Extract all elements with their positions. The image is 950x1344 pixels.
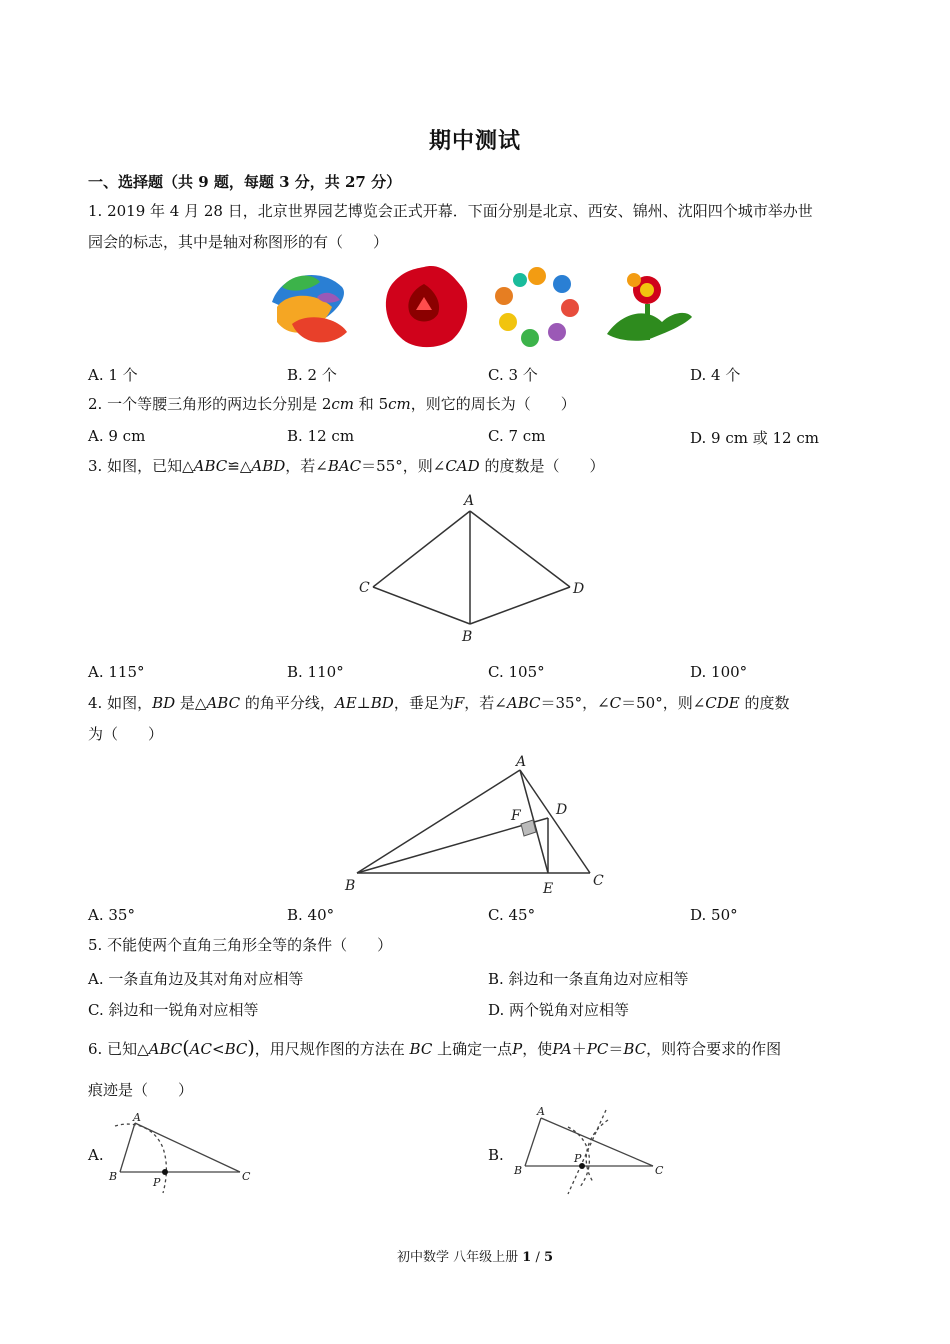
- q3-text-b: ≌△: [227, 457, 252, 475]
- q6-figure-a: [105, 1108, 265, 1198]
- q4-label-a: A: [516, 754, 527, 770]
- q6a-label-a: A: [133, 1111, 141, 1124]
- q6b-label-p: P: [574, 1152, 582, 1165]
- q2-option-a[interactable]: A. 9 cm: [88, 427, 146, 445]
- q3-line-cb: [373, 587, 470, 624]
- q6-bc3: BC: [623, 1040, 647, 1058]
- q3-tri-2: ABD: [251, 457, 286, 475]
- q4-text-b: 是△: [175, 694, 207, 712]
- q4-option-a[interactable]: A. 35°: [88, 906, 135, 924]
- q3-line-ad: [470, 511, 570, 587]
- q6-text-a: 6. 已知△: [88, 1040, 149, 1058]
- q3-tri-1: ABC: [193, 457, 228, 475]
- q4-ae: AE: [334, 694, 357, 712]
- q3-line-db: [470, 587, 570, 624]
- q6-text-c: 上确定一点: [432, 1040, 513, 1058]
- question-4: [88, 688, 868, 750]
- q6b-label-c: C: [655, 1164, 664, 1177]
- q6-eq: ＝: [608, 1040, 624, 1058]
- q6-plus: ＋: [571, 1040, 587, 1058]
- q6a-label-p: P: [153, 1176, 161, 1189]
- q6b-label-a: A: [537, 1105, 545, 1118]
- q6-line2: 痕迹是（ ）: [88, 1081, 194, 1099]
- q1-line2: 园会的标志，其中是轴对称图形的有（ ）: [88, 233, 389, 251]
- q6-option-b[interactable]: B.: [488, 1146, 504, 1164]
- q3-option-b[interactable]: B. 110°: [287, 663, 344, 681]
- q3-label-c: C: [359, 580, 370, 596]
- q3-text-c: ，若∠: [285, 457, 328, 475]
- q3-figure: [350, 488, 600, 648]
- question-3: [88, 451, 868, 482]
- q6-ac: AC: [189, 1040, 212, 1058]
- q4-text-e: ，若∠: [464, 694, 507, 712]
- xian-logo: [386, 266, 467, 347]
- q3-text-a: 3. 如图，已知△: [88, 457, 194, 475]
- q1-option-c[interactable]: C. 3 个: [488, 366, 538, 384]
- q5-option-b[interactable]: B. 斜边和一条直角边对应相等: [488, 970, 689, 988]
- q2-option-d[interactable]: D. 9 cm 或 12 cm: [690, 429, 819, 447]
- q4-option-d[interactable]: D. 50°: [690, 906, 738, 924]
- q4-text-g: ＝35°，∠: [540, 694, 610, 712]
- q4-option-b[interactable]: B. 40°: [287, 906, 335, 924]
- q4-bd2: BD: [370, 694, 394, 712]
- q2-text-pre: 2. 一个等腰三角形的两边长分别是 2: [88, 395, 332, 413]
- q2-option-b[interactable]: B. 12 cm: [287, 427, 355, 445]
- q4-line-ae: [520, 770, 548, 873]
- q6-lt: <: [211, 1040, 225, 1058]
- footer-separator: /: [535, 1250, 540, 1265]
- footer-subject: 初中数学 八年级上册: [396, 1250, 519, 1265]
- q5-option-a[interactable]: A. 一条直角边及其对角对应相等: [88, 970, 304, 988]
- q4-line-bd: [357, 818, 548, 873]
- q6-paren-l: (: [182, 1037, 190, 1059]
- q3-angle-2: CAD: [445, 457, 480, 475]
- q6-p: P: [512, 1040, 523, 1058]
- q4-abc: ABC: [206, 694, 241, 712]
- q4-label-c: C: [593, 873, 604, 889]
- q6b-label-b: B: [514, 1164, 523, 1177]
- q4-line2: 为（ ）: [88, 725, 164, 743]
- q3-angle-1: BAC: [327, 457, 362, 475]
- q6-bc2: BC: [409, 1040, 433, 1058]
- page-footer: [0, 1246, 950, 1265]
- q4-line1: [88, 688, 868, 719]
- q4-text-h: ＝50°，则∠: [621, 694, 706, 712]
- q6-line1: [88, 1033, 868, 1065]
- q6-text-e: ，则符合要求的作图: [646, 1040, 782, 1058]
- q3-line-ac: [373, 511, 470, 587]
- q6-option-a[interactable]: A.: [88, 1146, 104, 1164]
- q1-line1: 1. 2019 年 4 月 28 日，北京世界园艺博览会正式开幕．下面分别是北京、西安、锦州、沈阳四个城市举办世: [88, 202, 813, 220]
- q3-option-d[interactable]: D. 100°: [690, 663, 748, 681]
- q3-text-e: 的度数是（ ）: [479, 457, 605, 475]
- q4-abc2: ABC: [506, 694, 541, 712]
- q6-bc: BC: [224, 1040, 248, 1058]
- q6-abc: ABC: [148, 1040, 183, 1058]
- q4-text-a: 4. 如图，: [88, 694, 153, 712]
- q4-cde: CDE: [705, 694, 740, 712]
- q2-unit-1: cm: [331, 395, 355, 413]
- q3-text-d: ＝55°，则∠: [361, 457, 446, 475]
- beijing-logo: [272, 275, 347, 342]
- q4-label-f: F: [511, 808, 521, 824]
- q4-label-b: B: [345, 878, 356, 894]
- q2-option-c[interactable]: C. 7 cm: [488, 427, 546, 445]
- q4-text-k: 的度数: [739, 694, 790, 712]
- q1-logos-figure: [262, 262, 702, 352]
- shenyang-logo: [607, 273, 692, 341]
- q4-label-d: D: [556, 802, 568, 818]
- q1-option-b[interactable]: B. 2 个: [287, 366, 337, 384]
- q6-paren-r: ): [247, 1037, 255, 1059]
- page-title: 期中测试: [428, 128, 521, 154]
- q5-option-d[interactable]: D. 两个锐角对应相等: [488, 1001, 630, 1019]
- q6a-label-c: C: [242, 1170, 251, 1183]
- footer-page-total: 5: [543, 1250, 554, 1265]
- q3-label-b: B: [462, 629, 473, 645]
- footer-page-number: 1: [522, 1250, 532, 1265]
- q4-bd: BD: [152, 694, 176, 712]
- q4-text-c: 的角平分线，: [240, 694, 335, 712]
- section-heading: 一、选择题（共 9 题，每题 3 分，共 27 分）: [88, 173, 402, 191]
- q4-line-ab: [357, 770, 520, 873]
- question-1: [88, 196, 868, 258]
- q6-pa: PA: [552, 1040, 572, 1058]
- q3-option-c[interactable]: C. 105°: [488, 663, 545, 681]
- q4-c: C: [609, 694, 622, 712]
- q3-option-a[interactable]: A. 115°: [88, 663, 145, 681]
- q3-label-d: D: [573, 581, 585, 597]
- q3-label-a: A: [464, 493, 475, 509]
- jinzhou-logo: [495, 267, 579, 347]
- q6a-label-b: B: [109, 1170, 118, 1183]
- q5-option-c[interactable]: C. 斜边和一锐角对应相等: [88, 1001, 259, 1019]
- q4-f: F: [453, 694, 465, 712]
- question-2: [88, 389, 868, 420]
- q4-text-d: ，垂足为: [393, 694, 454, 712]
- q4-figure: [335, 750, 615, 900]
- q4-right-angle-mark: [521, 820, 536, 836]
- q2-text-mid: 和 5: [354, 395, 389, 413]
- q2-unit-2: cm: [388, 395, 411, 413]
- q6-text-d: ，使: [522, 1040, 553, 1058]
- q4-option-c[interactable]: C. 45°: [488, 906, 536, 924]
- q6-pc: PC: [586, 1040, 609, 1058]
- question-6: [88, 1033, 868, 1106]
- q1-option-a[interactable]: A. 1 个: [88, 366, 138, 384]
- question-5: 5. 不能使两个直角三角形全等的条件（ ）: [88, 936, 393, 954]
- q4-perp: ⊥: [356, 694, 371, 712]
- q2-text-post: ，则它的周长为（ ）: [410, 395, 576, 413]
- q1-option-d[interactable]: D. 4 个: [690, 366, 741, 384]
- q6-figure-b: [508, 1102, 668, 1202]
- q6-text-b: ，用尺规作图的方法在: [254, 1040, 410, 1058]
- q4-label-e: E: [543, 881, 554, 897]
